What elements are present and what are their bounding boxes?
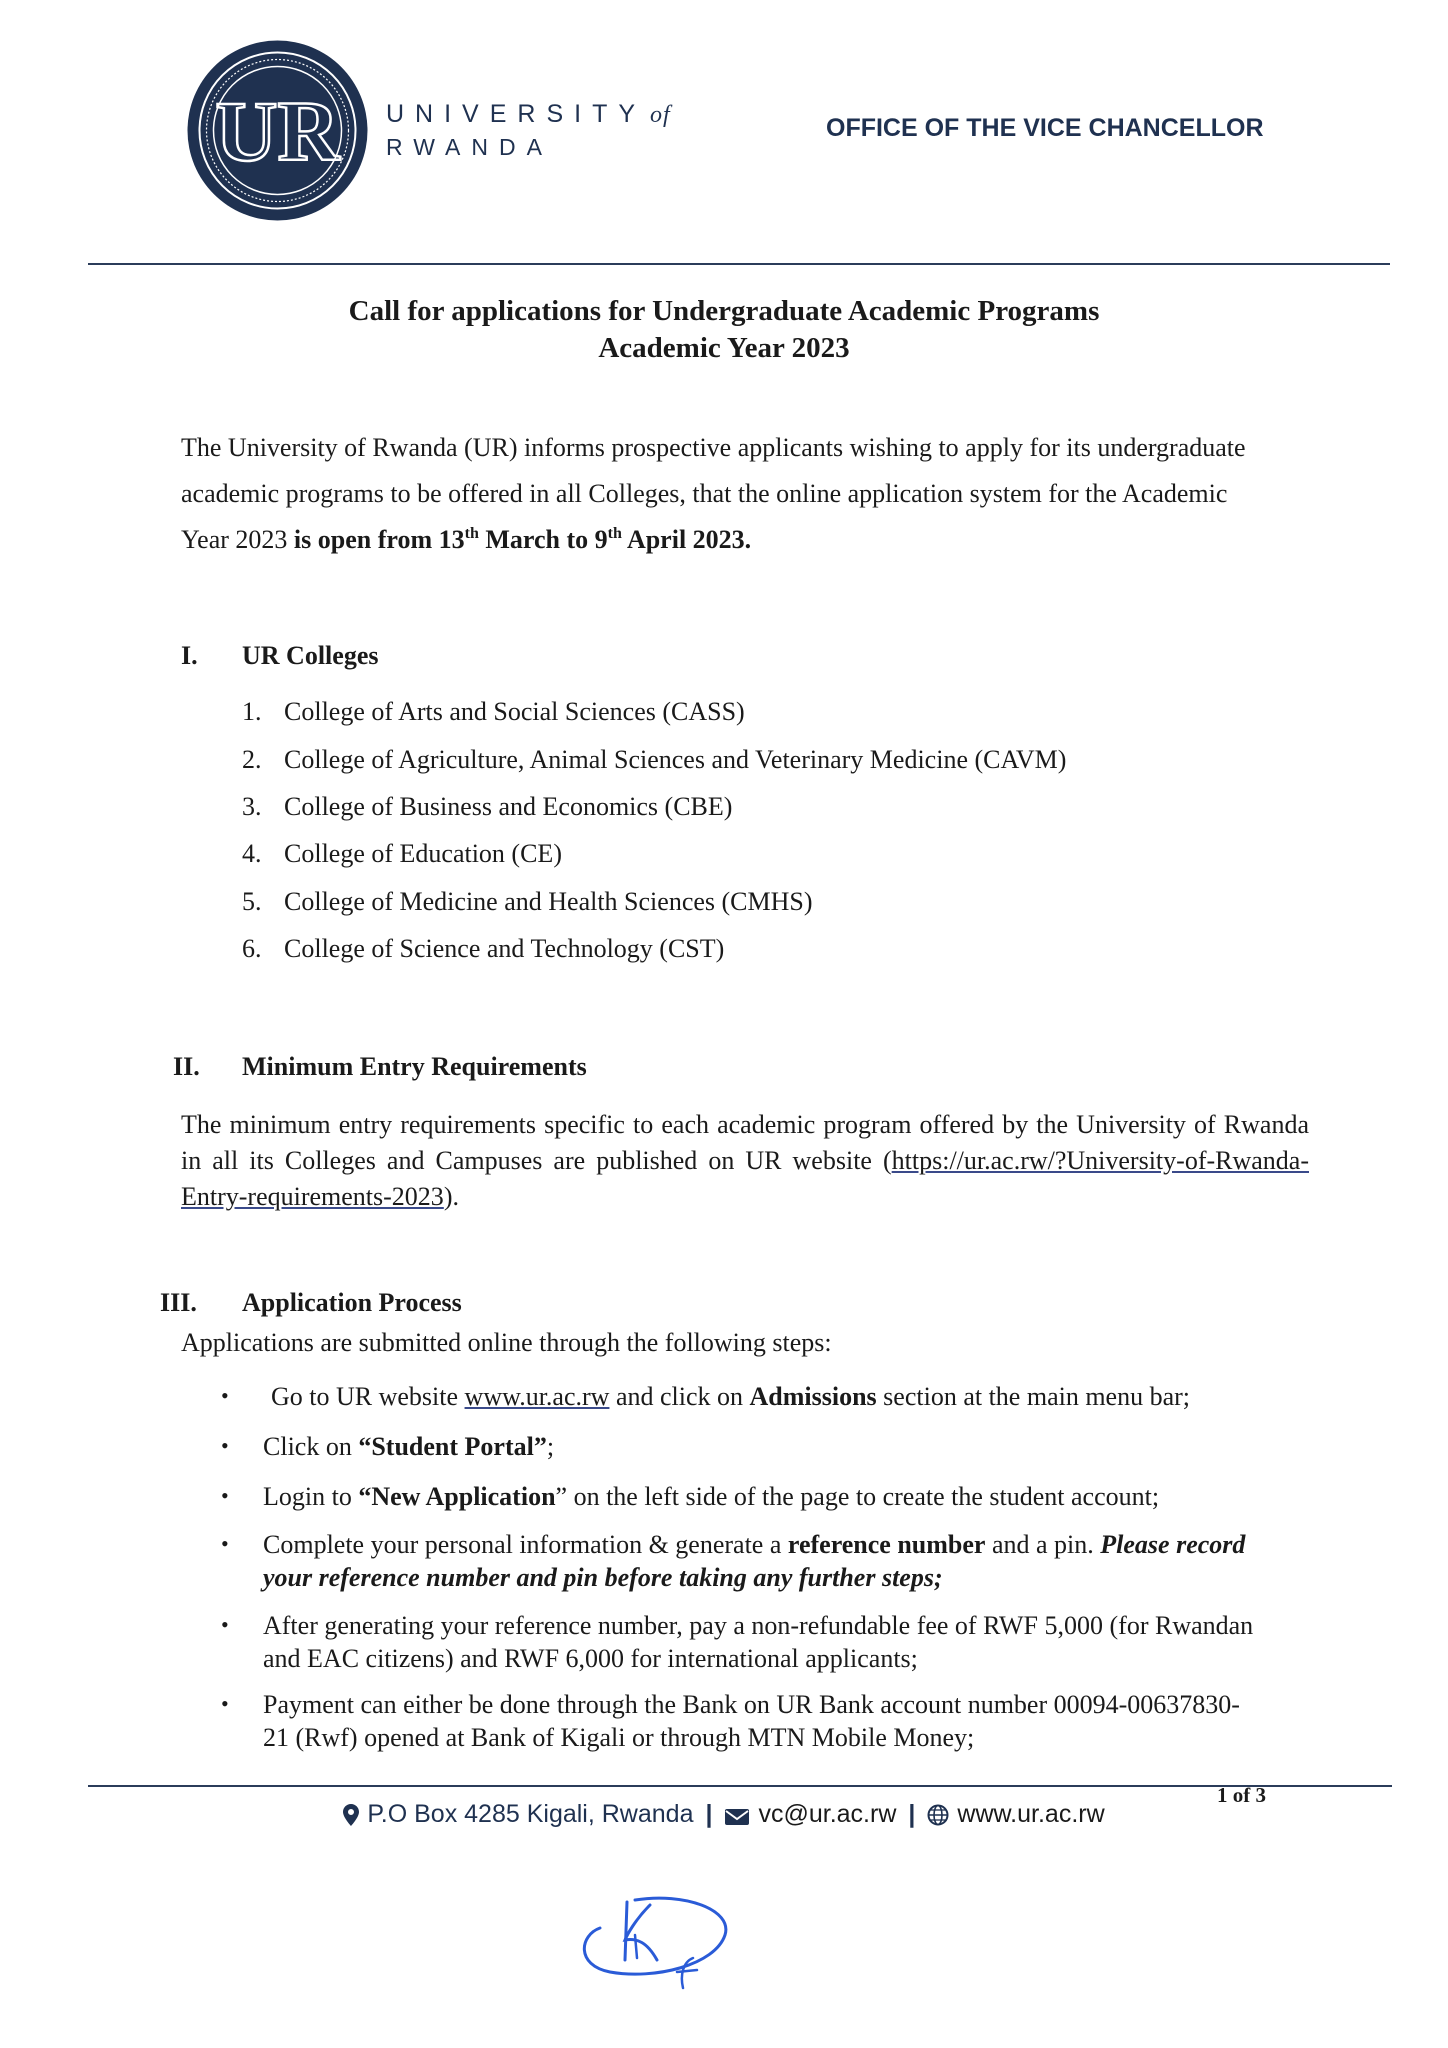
footer-contact: P.O Box 4285 Kigali, Rwanda | vc@ur.ac.rw | www.ur.ac.rw xyxy=(0,1800,1448,1829)
website-link[interactable]: www.ur.ac.rw xyxy=(464,1382,610,1411)
list-item: 5. College of Medicine and Health Sciences (CMHS) xyxy=(242,887,813,916)
section-3-title: Application Process xyxy=(242,1288,462,1317)
bullet-icon: • xyxy=(221,1433,229,1458)
page-number: 1 of 3 xyxy=(1217,1783,1266,1807)
application-intro: Applications are submitted online through the following steps: xyxy=(181,1328,832,1357)
footer-email[interactable]: vc@ur.ac.rw xyxy=(758,1800,897,1828)
step-4: Complete your personal information & generate a reference number and a pin. Please record your reference number and pin before taking any further steps; xyxy=(263,1530,1246,1592)
document-title: Call for applications for Undergraduate Academic Programs xyxy=(348,295,1100,327)
university-name-line2: RWANDA xyxy=(386,134,553,160)
bullet-icon: • xyxy=(221,1612,229,1637)
office-title: OFFICE OF THE VICE CHANCELLOR xyxy=(826,114,1264,142)
logo-monogram: UR xyxy=(215,83,340,179)
bullet-icon: • xyxy=(221,1383,229,1408)
email-icon xyxy=(724,1808,750,1826)
bullet-icon: • xyxy=(221,1483,229,1508)
document-subtitle: Academic Year 2023 xyxy=(598,332,850,364)
globe-icon xyxy=(927,1804,949,1826)
bullet-icon: • xyxy=(221,1531,229,1556)
bullet-icon: • xyxy=(221,1691,229,1716)
step-2: Click on “Student Portal”; xyxy=(263,1432,555,1461)
list-item: 3. College of Business and Economics (CBE) xyxy=(242,792,733,821)
handwritten-signature xyxy=(565,1880,740,1990)
step-1: Go to UR website www.ur.ac.rw and click on Admissions section at the main menu bar; xyxy=(271,1382,1191,1411)
university-name-line1: UNIVERSITY of xyxy=(386,100,671,128)
step-3: Login to “New Application” on the left side of the page to create the student account; xyxy=(263,1482,1160,1511)
intro-paragraph: The University of Rwanda (UR) informs prospective applicants wishing to apply for its undergraduate academic programs to be offered in all Colleges, that the online application system for the Academic Year 2023 is open from 13th March to 9th April 2023. xyxy=(181,433,1246,554)
header-divider xyxy=(88,263,1390,265)
location-pin-icon xyxy=(343,1804,359,1826)
requirements-link[interactable]: https://ur.ac.rw/?University-of-Rwanda-Entry-requirements-2023 xyxy=(181,1146,1309,1211)
list-item: 4. College of Education (CE) xyxy=(242,839,562,868)
footer-address: P.O Box 4285 Kigali, Rwanda xyxy=(367,1800,694,1828)
section-1-title: UR Colleges xyxy=(242,641,379,670)
requirements-paragraph: The minimum entry requirements specific to each academic program offered by the University of Rwanda in all its Colleges and Campuses are published on UR website (https://ur.ac.rw/?University-of-Rwanda-Entry-requirements-2023). xyxy=(181,1110,1309,1211)
footer-website[interactable]: www.ur.ac.rw xyxy=(957,1800,1105,1828)
list-item: 6. College of Science and Technology (CST) xyxy=(242,934,725,963)
section-1-number: I. xyxy=(181,641,198,670)
university-seal-logo xyxy=(185,38,370,223)
footer-divider xyxy=(88,1785,1392,1787)
step-6: Payment can either be done through the Bank on UR Bank account number 00094-00637830- 21 (Rwf) opened at Bank of Kigali or through MTN Mobile Money; xyxy=(263,1690,1240,1752)
list-item: 1. College of Arts and Social Sciences (CASS) xyxy=(242,697,745,726)
section-2-title: Minimum Entry Requirements xyxy=(242,1052,587,1081)
list-item: 2. College of Agriculture, Animal Sciences and Veterinary Medicine (CAVM) xyxy=(242,745,1067,774)
section-2-number: II. xyxy=(173,1052,200,1081)
step-5: After generating your reference number, pay a non-refundable fee of RWF 5,000 (for Rwandan and EAC citizens) and RWF 6,000 for international applicants; xyxy=(263,1611,1254,1673)
university-name-of: of xyxy=(650,102,671,128)
section-3-number: III. xyxy=(160,1288,197,1317)
